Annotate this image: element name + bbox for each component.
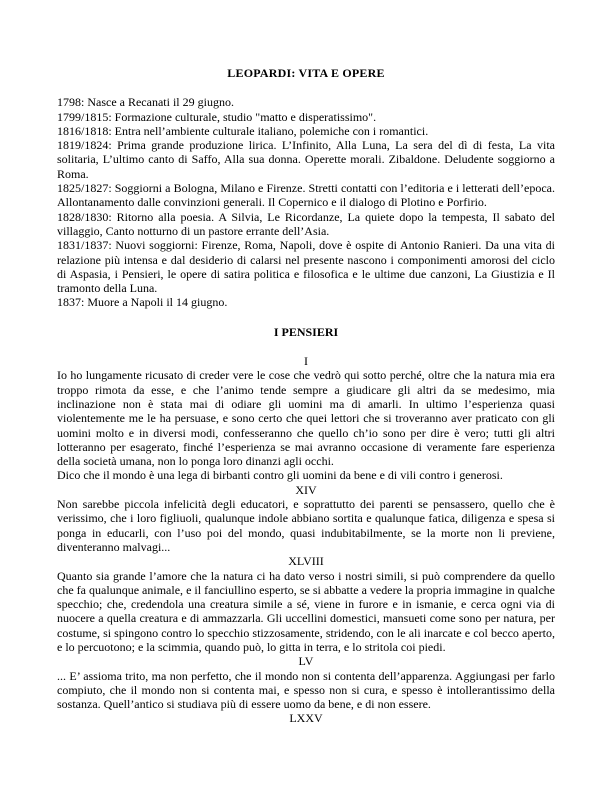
bio-entry: 1799/1815: Formazione culturale, studio "matto e disperatissimo". [57, 109, 377, 124]
pensiero-paragraph: Quanto sia grande l’amore che la natura ci ha dato verso i nostri simili, si può comprendere da quello che fa qualunque animale, e il fanciullino esperto, se si abbatte a vedere la propria immagine in qualche specchio; che, credendola una creatura simile a sé, viene in furore e in ismanie, e cerca ogni via di nuocere a quella creatura e di ammazzarla. Gli uccellini domestici, mansueti come sono per natura, per costume, si spingono contro lo specchio stizzosamente, stridendo, con le ali inarcate e col becco aperto, e lo percuotono; e la scimmia, quando può, lo gitta in terra, e lo stritola coi piedi. [57, 568, 555, 654]
document-content [57, 66, 555, 726]
bio-entry: 1798: Nasce a Recanati il 29 giugno. [57, 95, 234, 110]
pensiero-paragraph: Dico che il mondo è una lega di birbanti contro gli uomini da bene e di vili contro i generosi. [57, 468, 503, 483]
bio-entry: 1837: Muore a Napoli il 14 giugno. [57, 295, 228, 310]
pensiero-paragraph: ... E’ assioma trito, ma non perfetto, che il mondo non si contenta dell’apparenza. Aggiungasi per farlo compiuto, che il mondo non si contenta mai, e spesso non si cura, e spesso è intollerantissimo della sostanza. Quell’antico si studiava più di essere uomo da bene, e di non essere. [57, 668, 555, 712]
pensiero-block [57, 483, 555, 554]
pensiero-block [57, 354, 555, 483]
biography-list [57, 95, 555, 309]
pensiero-numeral: XLVIII [288, 554, 324, 569]
pensiero-block [57, 554, 555, 654]
section-title: I PENSIERI [273, 324, 339, 339]
pensiero-block [57, 654, 555, 711]
bio-entry: 1816/1818: Entra nell’ambiente culturale italiano, polemiche con i romantici. [57, 123, 429, 138]
pensiero-numeral: LXXV [289, 711, 323, 726]
pensiero-numeral: I [304, 354, 308, 369]
pensiero-block [57, 711, 555, 725]
pensiero-paragraph: Io ho lungamente ricusato di creder vere le cose che vedrò qui sotto perché, oltre che la natura mia era troppo rimota da esse, e che l’animo tende sempre a giudicare gli altri da se medesimo, mia inclinazione non è stata mai di odiare gli uomini ma di amarli. In ultimo l’esperienza quasi violentemente me le ha persuase, e sono certo che quei lettori che si troveranno aver praticato con gli uomini molto e in diversi modi, confesseranno che quello ch’io sono per dire è vero; tutti gli altri lotteranno per esagerato, finché l’esperienza se mai avranno occasione di veramente fare esperienza della società umana, non lo ponga loro dinanzi agli occhi. [57, 368, 555, 469]
document-title: LEOPARDI: VITA E OPERE [227, 66, 385, 80]
bio-entry: 1819/1824: Prima grande produzione lirica. L’Infinito, Alla Luna, La sera del dì di festa, La vita solitaria, L’ultimo canto di Saffo, Alla sua donna. Operette morali. Zibaldone. Deludente soggiorno a Roma. [57, 138, 555, 181]
pensiero-numeral: XIV [295, 482, 317, 497]
pensiero-numeral: LV [298, 654, 314, 669]
bio-entry: 1828/1830: Ritorno alla poesia. A Silvia, Le Ricordanze, La quiete dopo la tempesta, Il sabato del villaggio, Canto notturno di un pastore errante dell’Asia. [57, 209, 555, 238]
bio-entry: 1831/1837: Nuovi soggiorni: Firenze, Roma, Napoli, dove è ospite di Antonio Ranieri. Da una vita di relazione più intensa e dal desiderio di calarsi nel presente nascono i componimenti amorosi del ciclo di Aspasia, i Pensieri, le opere di satira politica e filosofica e le ultime due canzoni, La Giustizia e Il tramonto della Luna. [57, 238, 555, 296]
pensiero-paragraph: Non sarebbe piccola infelicità degli educatori, e soprattutto dei parenti se pensassero, quello che è verissimo, che i loro figliuoli, qualunque indole abbiano sortita e qualunque fatica, diligenza e spesa si ponga in educarli, con l’uso poi del mondo, quasi indubitabilmente, se la morte non li previene, diventeranno malvagi... [57, 497, 555, 554]
bio-entry: 1825/1827: Soggiorni a Bologna, Milano e Firenze. Stretti contatti con l’editoria e i letterati dell’epoca. Allontanamento dalle convinzioni generali. Il Copernico e il dialogo di Plotino e Porfirio. [57, 181, 555, 210]
